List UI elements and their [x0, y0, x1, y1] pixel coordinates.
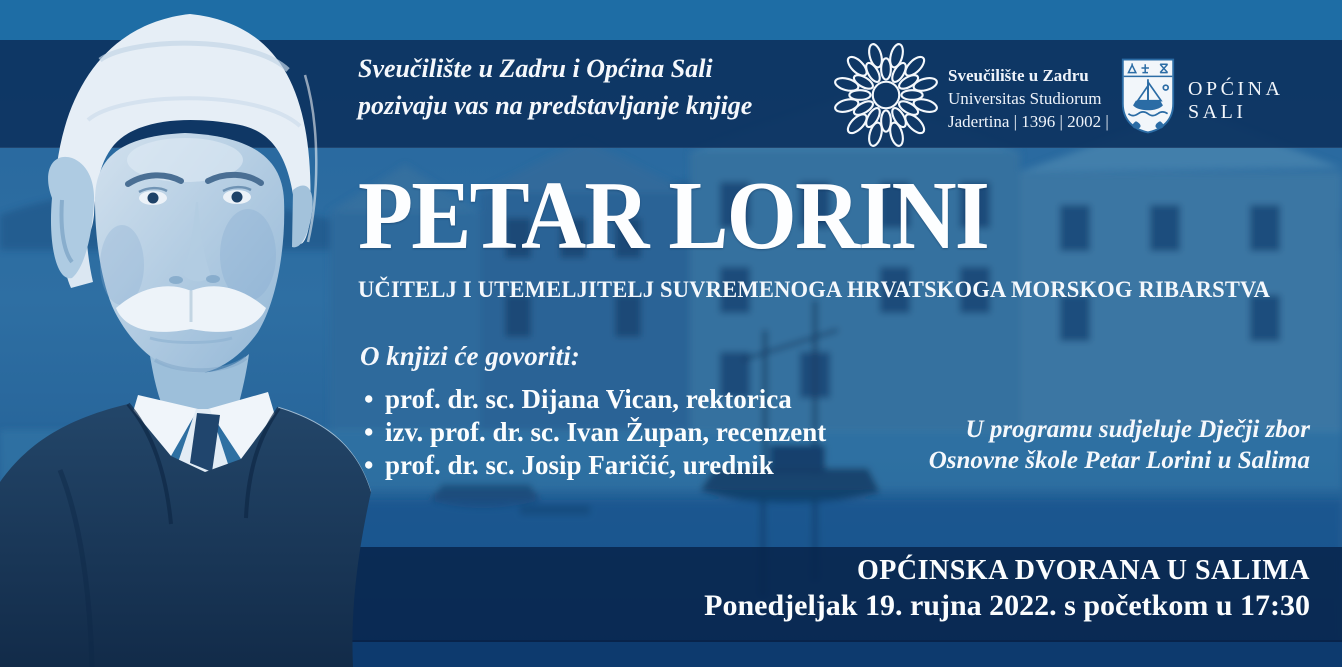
speakers-list	[364, 383, 826, 482]
speaker-item	[364, 449, 826, 482]
book-subtitle: UČITELJ I UTEMELJITELJ SUVREMENOGA HRVATSKOGA MORSKOG RIBARSTVA	[358, 277, 1271, 302]
speaker-name: prof. dr. sc. Josip Faričić, urednik	[385, 450, 774, 480]
bullet-icon: •	[364, 450, 374, 480]
university-of-zadar-wordmark	[948, 64, 1109, 133]
bullet-icon: •	[364, 384, 374, 414]
invitation-line-1: Sveučilište u Zadru i Općina Sali	[358, 54, 713, 83]
speakers-heading: O knjizi će govoriti:	[360, 341, 580, 371]
book-title: PETAR LORINI	[358, 162, 988, 270]
speaker-name: izv. prof. dr. sc. Ivan Župan, recenzent	[385, 417, 827, 447]
venue: OPĆINSKA DVORANA U SALIMA	[857, 555, 1310, 586]
opcina-sali-coat-of-arms-icon	[1120, 56, 1176, 136]
event-datetime: Ponedjeljak 19. rujna 2022. s početkom u 17:30	[704, 589, 1310, 622]
invitation-text	[358, 50, 752, 124]
invitation-line-2: pozivaju vas na predstavljanje knjige	[358, 91, 753, 120]
speaker-item	[364, 416, 826, 449]
speaker-item	[364, 383, 826, 416]
speaker-name: prof. dr. sc. Dijana Vican, rektorica	[385, 384, 792, 414]
program-note-line-1: U programu sudjeluje Dječji zbor	[965, 416, 1310, 443]
bullet-icon: •	[364, 417, 374, 447]
program-note	[929, 414, 1310, 476]
opcina-sali-label: OPĆINA SALI	[1188, 78, 1283, 123]
unizd-years: Jadertina | 1396 | 2002 |	[948, 112, 1109, 131]
unizd-name: Sveučilište u Zadru	[948, 66, 1089, 85]
program-note-line-2: Osnovne škole Petar Lorini u Salima	[928, 447, 1310, 474]
university-of-zadar-rosette-icon	[833, 42, 939, 148]
unizd-latin-name: Universitas Studiorum	[948, 89, 1102, 108]
